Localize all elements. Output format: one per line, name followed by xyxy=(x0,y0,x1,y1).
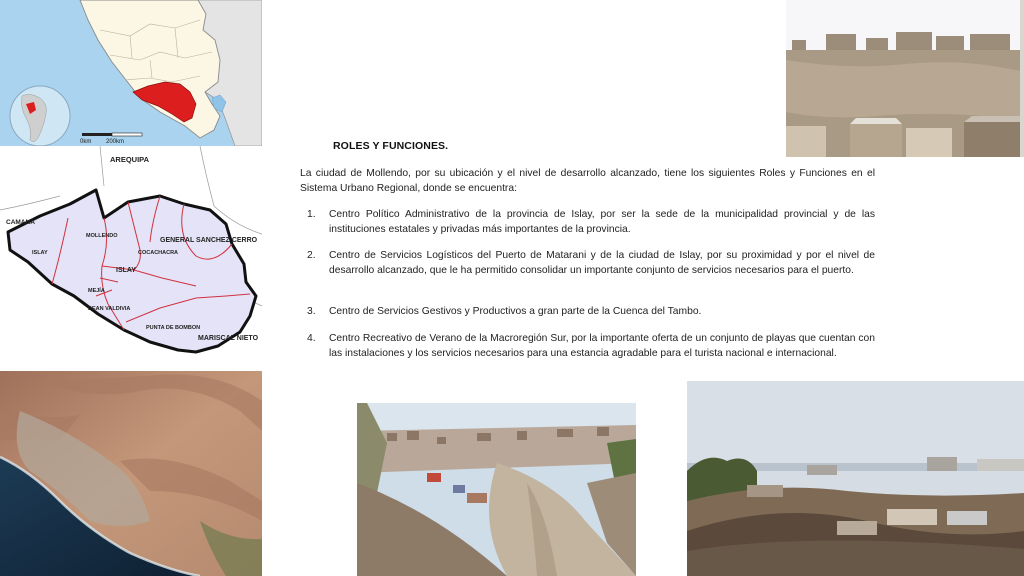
role-item-4 xyxy=(307,332,875,361)
role-text: Centro de Servicios Logísticos del Puerto de Matarani y de la ciudad de Islay, por su proximidad y por el nivel de desarrollo alcanzado, que le ha permitido consolidar un importante conjunto de servicios necesarios para el puerto. xyxy=(329,250,875,276)
intro-paragraph: La ciudad de Mollendo, por su ubicación y el nivel de desarrollo alcanzado, tiene los siguientes Roles y Funciones en el Sistema Urbano Regional, donde se encuentra: xyxy=(300,168,875,194)
coastal-town-photo xyxy=(687,381,1024,576)
dry-riverbed-photo xyxy=(357,403,636,576)
role-number: 3. xyxy=(307,306,316,317)
role-number: 1. xyxy=(307,209,316,220)
neighbor-general-sanchez-cerro-label: GENERAL SANCHEZ CERRO xyxy=(160,237,258,244)
district-mejia-label: MEJÍA xyxy=(88,288,105,294)
region-label: AREQUIPA xyxy=(110,155,150,164)
role-item-2 xyxy=(307,249,875,278)
role-text: Centro de Servicios Gestivos y Productivos a gran parte de la Cuenca del Tambo. xyxy=(329,306,702,317)
peru-land xyxy=(80,0,220,138)
scale-end: 200km xyxy=(106,139,125,145)
peru-location-map xyxy=(0,0,262,146)
district-cocachacra-label: COCACHACRA xyxy=(138,250,179,256)
district-islay-label: ISLAY xyxy=(116,267,136,274)
islay-province-map xyxy=(0,146,262,371)
district-dean-valdivia-label: DEAN VALDIVIA xyxy=(88,306,131,312)
hillside-houses-photo xyxy=(786,0,1024,157)
district-mollendo-label: MOLLENDO xyxy=(86,233,118,239)
role-item-1 xyxy=(307,208,875,237)
role-text: Centro Recreativo de Verano de la Macroregión Sur, por la importante oferta de un conjunto de playas que cuentan con las instalaciones y los servicios necesarios para una estancia agradable para el turista nacional e internacional. xyxy=(329,333,875,359)
roles-heading: ROLES Y FUNCIONES. xyxy=(333,140,449,152)
role-item-3 xyxy=(307,305,875,320)
district-punta-de-bombon-label: PUNTA DE BOMBON xyxy=(146,325,201,331)
globe-inset xyxy=(10,86,70,146)
role-text: Centro Político Administrativo de la provincia de Islay, por ser la sede de la municipalidad provincial y de las instituciones estatales y privadas más importantes de la provincia. xyxy=(329,209,875,235)
neighbor-mariscal-nieto-label: MARISCAL NIETO xyxy=(198,335,259,342)
houses-left xyxy=(427,473,487,503)
district-islay-west-label: ISLAY xyxy=(32,250,48,256)
role-number: 2. xyxy=(307,250,316,261)
satellite-image xyxy=(0,371,262,576)
neighbor-camana-label: CAMANÁ xyxy=(6,219,35,226)
scale-bar xyxy=(80,133,142,145)
role-number: 4. xyxy=(307,333,316,344)
scale-start: 0km xyxy=(80,139,92,145)
